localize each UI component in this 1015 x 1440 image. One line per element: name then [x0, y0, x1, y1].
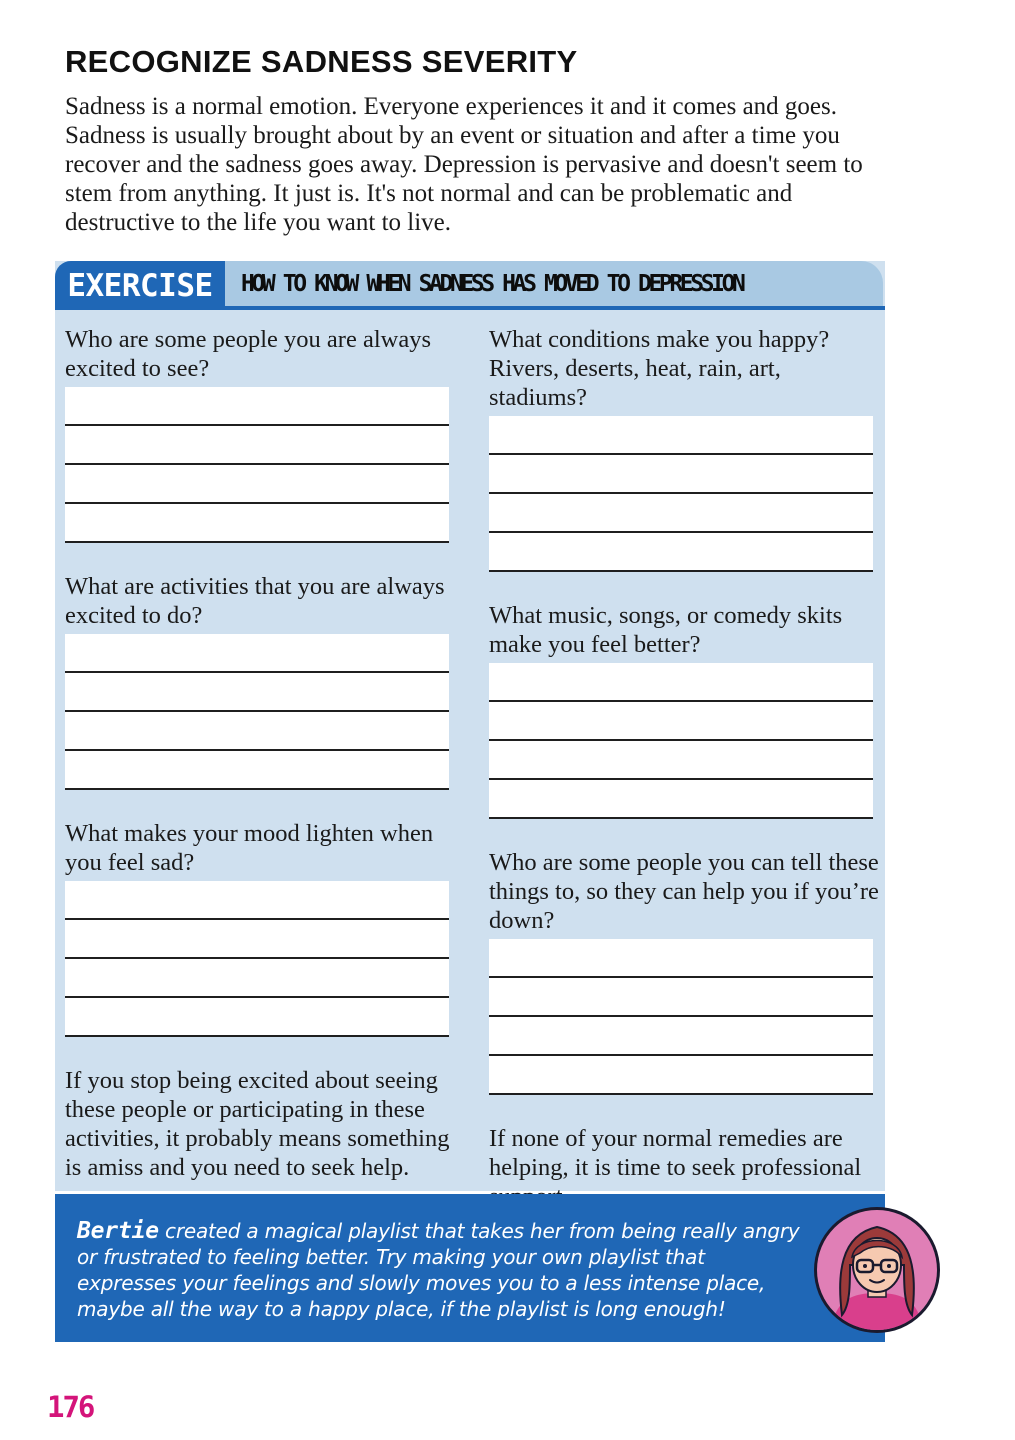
- tip-text: [77, 1218, 807, 1322]
- right-column-note: If none of your normal remedies are helping, it is time to seek professional: [489, 1125, 862, 1181]
- intro-paragraph: Sadness is a normal emotion. Everyone experiences it and it comes and goes. Sadness is usually brought about by an event or situation and after a time you recover and the sadness goes away. Depression is pervasive and doesn't seem to stem from anything. It just is. It's not normal and can be problematic and destructive to the life you want to live.: [65, 93, 863, 236]
- answer-lines-conditions[interactable]: [489, 416, 873, 572]
- answer-line[interactable]: [489, 1056, 873, 1095]
- answer-line[interactable]: [65, 387, 449, 426]
- answer-line[interactable]: [489, 533, 873, 572]
- answer-line[interactable]: [65, 465, 449, 504]
- tip-box: [55, 1194, 885, 1342]
- left-column-note: If you stop being excited about seeing these people or participating in these activities, it probably means something is amiss and you need to seek help.: [65, 1067, 450, 1181]
- question-people-excited: Who are some people you are always excited to see?: [65, 326, 431, 382]
- question-music: What music, songs, or comedy skits make you feel better?: [489, 602, 843, 658]
- page-number: 176: [47, 1390, 94, 1424]
- answer-line[interactable]: [65, 998, 449, 1037]
- question-people-to-tell: Who are some people you can tell these things to, so they can help you if you’re down?: [489, 849, 879, 934]
- answer-line[interactable]: [489, 939, 873, 978]
- answer-lines-activities[interactable]: [65, 634, 449, 790]
- tip-character-name: Bertie: [77, 1218, 159, 1244]
- question-conditions: What conditions make you happy? Rivers, deserts, heat, rain, art, stadiums?: [489, 326, 830, 411]
- answer-lines-people-to-tell[interactable]: [489, 939, 873, 1095]
- answer-lines-music[interactable]: [489, 663, 873, 819]
- answer-line[interactable]: [489, 702, 873, 741]
- exercise-badge: EXERCISE: [55, 261, 225, 310]
- answer-line[interactable]: [65, 712, 449, 751]
- exercise-panel: [55, 261, 885, 1191]
- answer-lines-people-excited[interactable]: [65, 387, 449, 543]
- bertie-avatar-icon: [812, 1205, 942, 1335]
- exercise-right-column: [489, 325, 884, 1211]
- answer-line[interactable]: [65, 426, 449, 465]
- answer-line[interactable]: [65, 751, 449, 790]
- answer-line[interactable]: [65, 959, 449, 998]
- answer-line[interactable]: [489, 663, 873, 702]
- answer-line[interactable]: [65, 634, 449, 673]
- answer-line[interactable]: [489, 780, 873, 819]
- answer-lines-mood-lighten[interactable]: [65, 881, 449, 1037]
- tip-body: created a magical playlist that takes her from being really angry or frustrated to feeling better. Try making your own playlist that expresses your feelings and slowly moves you to a less intense place, maybe all the way to a happy place, if the playlist is long enough!: [77, 1219, 800, 1321]
- answer-line[interactable]: [489, 455, 873, 494]
- answer-line[interactable]: [489, 978, 873, 1017]
- exercise-title: HOW TO KNOW WHEN SADNESS HAS MOVED TO DEPRESSION: [241, 271, 743, 297]
- answer-line[interactable]: [489, 741, 873, 780]
- answer-line[interactable]: [489, 494, 873, 533]
- answer-line[interactable]: [489, 416, 873, 455]
- answer-line[interactable]: [65, 504, 449, 543]
- answer-line[interactable]: [65, 673, 449, 712]
- answer-line[interactable]: [489, 1017, 873, 1056]
- question-mood-lighten: What makes your mood lighten when you feel sad?: [65, 820, 434, 876]
- exercise-left-column: [65, 325, 460, 1182]
- question-activities: What are activities that you are always excited to do?: [65, 573, 445, 629]
- answer-line[interactable]: [65, 881, 449, 920]
- answer-line[interactable]: [65, 920, 449, 959]
- page-title: RECOGNIZE SADNESS SEVERITY: [65, 44, 578, 79]
